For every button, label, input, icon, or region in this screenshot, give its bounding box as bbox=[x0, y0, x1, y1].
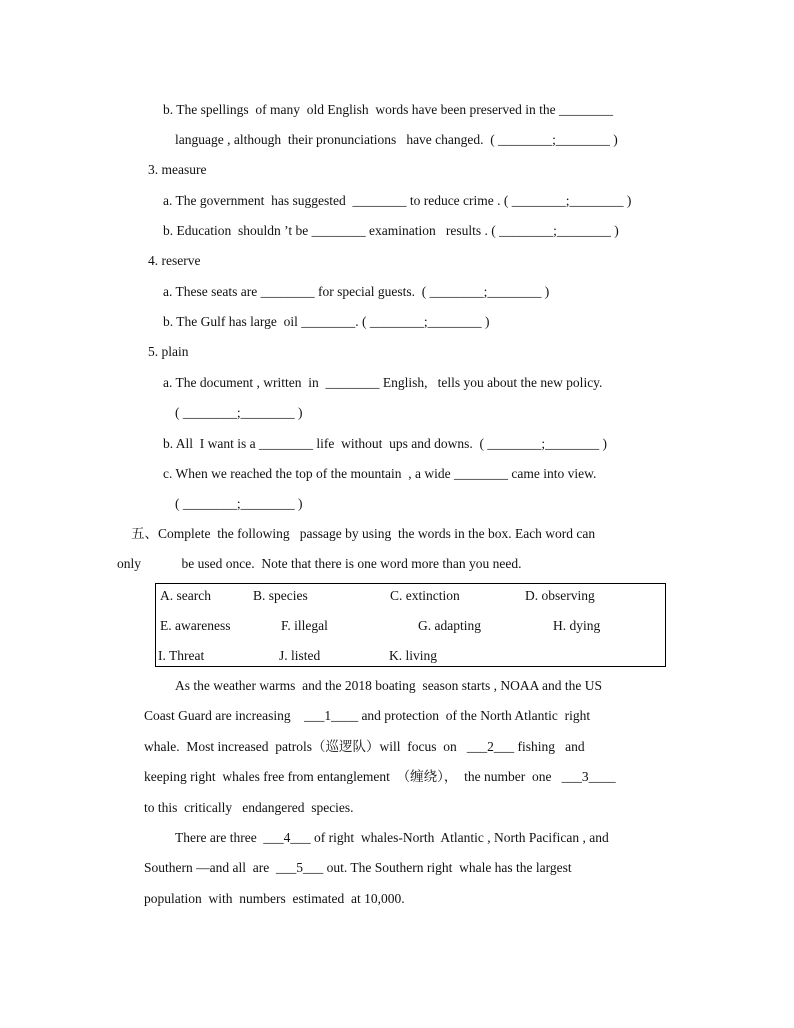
word-option: F. illegal bbox=[281, 618, 328, 633]
heading-reserve: 4. reserve bbox=[148, 253, 201, 268]
word-option: H. dying bbox=[553, 618, 601, 633]
exercise-4a: a. These seats are ________ for special guests. ( ________;________ ) bbox=[163, 284, 550, 299]
exercise-4b: b. The Gulf has large oil ________. ( ________;________ ) bbox=[163, 314, 490, 329]
exercise-5c-line-1: c. When we reached the top of the mountain , a wide ________ came into view. bbox=[163, 466, 597, 481]
exercise-3a: a. The government has suggested ________ to reduce crime . ( ________;________ ) bbox=[163, 193, 632, 208]
exercise-2b-line-2: language , although their pronunciations have changed. ( ________;________ ) bbox=[175, 132, 618, 147]
passage-p2-line-2: Southern —and all are ___5___ out. The Southern right whale has the largest bbox=[144, 860, 572, 875]
exercise-5b: b. All I want is a ________ life without ups and downs. ( ________;________ ) bbox=[163, 436, 607, 451]
word-option: G. adapting bbox=[418, 618, 481, 633]
section-5-instruction-line-1: 五、Complete the following passage by using the words in the box. Each word can bbox=[131, 526, 596, 541]
passage-p2-line-1: There are three ___4___ of right whales-North Atlantic , North Pacifican , and bbox=[175, 830, 609, 845]
heading-measure: 3. measure bbox=[148, 162, 207, 177]
section-5-instruction-line-2: only be used once. Note that there is one word more than you need. bbox=[117, 556, 522, 571]
exercise-5c-line-2: ( ________;________ ) bbox=[175, 496, 303, 511]
heading-plain: 5. plain bbox=[148, 344, 189, 359]
word-option: B. species bbox=[253, 588, 308, 603]
exercise-5a-line-1: a. The document , written in ________ English, tells you about the new policy. bbox=[163, 375, 603, 390]
passage-p1-line-5: to this critically endangered species. bbox=[144, 800, 354, 815]
word-option: C. extinction bbox=[390, 588, 460, 603]
exercise-3b: b. Education shouldn ’t be ________ examination results . ( ________;________ ) bbox=[163, 223, 619, 238]
passage-p1-line-3: whale. Most increased patrols（巡逻队）will focus on ___2___ fishing and bbox=[144, 739, 585, 754]
passage-p1-line-1: As the weather warms and the 2018 boating season starts , NOAA and the US bbox=[175, 678, 603, 693]
exercise-2b-line-1: b. The spellings of many old English words have been preserved in the ________ bbox=[163, 102, 614, 117]
word-option: K. living bbox=[389, 648, 438, 663]
word-option: I. Threat bbox=[158, 648, 205, 663]
passage-p2-line-3: population with numbers estimated at 10,000. bbox=[144, 891, 405, 906]
passage-p1-line-2: Coast Guard are increasing ___1____ and protection of the North Atlantic right bbox=[144, 708, 591, 723]
exercise-5a-line-2: ( ________;________ ) bbox=[175, 405, 303, 420]
word-option: J. listed bbox=[279, 648, 321, 663]
word-option: A. search bbox=[160, 588, 211, 603]
word-option: D. observing bbox=[525, 588, 595, 603]
word-option: E. awareness bbox=[160, 618, 231, 633]
passage-p1-line-4: keeping right whales free from entanglement （缠绕）， the number one ___3____ bbox=[144, 769, 616, 784]
word-box bbox=[155, 583, 666, 667]
